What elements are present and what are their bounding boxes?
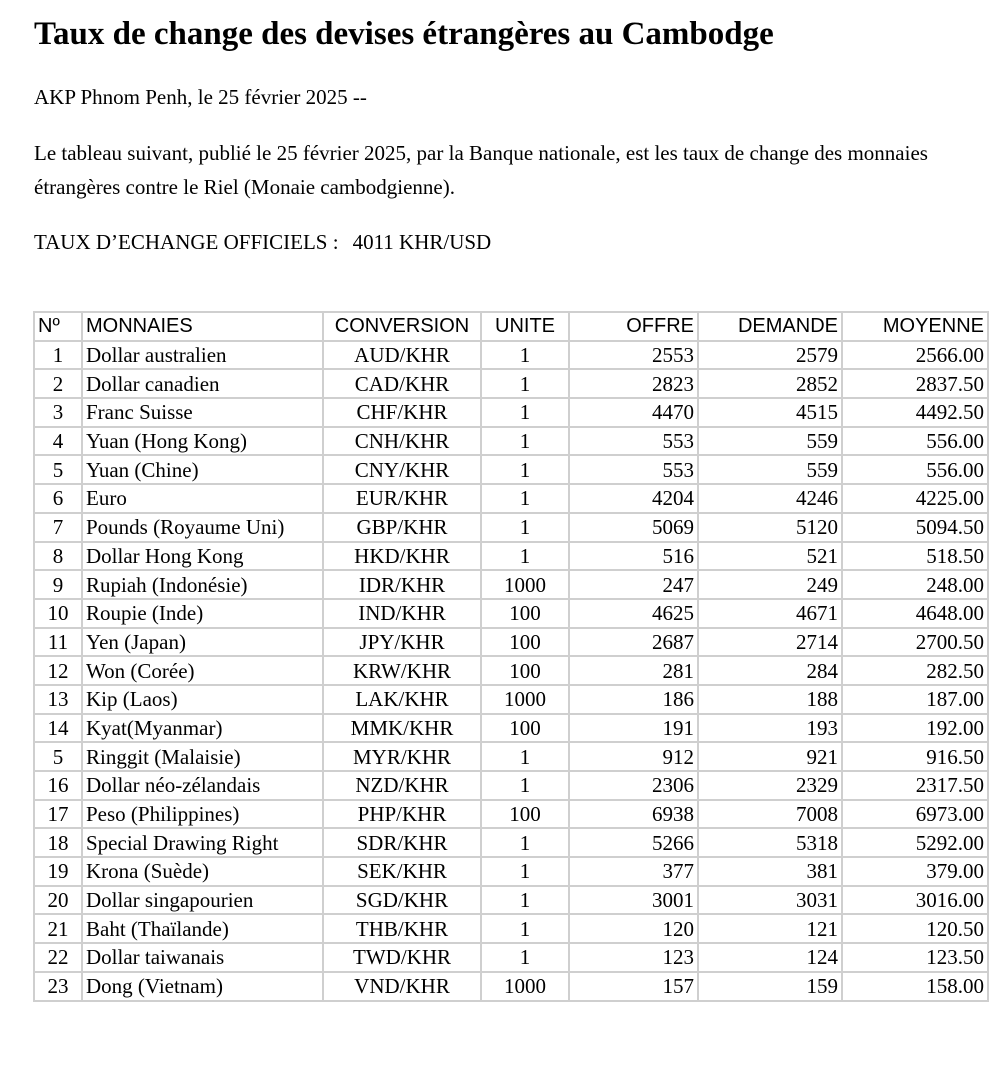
cell-average: 192.00: [842, 714, 988, 743]
cell-demand: 159: [698, 972, 842, 1001]
cell-currency: Kyat(Myanmar): [82, 714, 323, 743]
cell-conversion: VND/KHR: [323, 972, 481, 1001]
cell-conversion: SGD/KHR: [323, 886, 481, 915]
cell-number: 8: [34, 542, 82, 571]
cell-offer: 5266: [569, 828, 698, 857]
table-row: [34, 886, 988, 915]
cell-conversion: PHP/KHR: [323, 800, 481, 829]
official-rate-label: TAUX D’ECHANGE OFFICIELS :: [34, 230, 339, 254]
cell-demand: 2714: [698, 628, 842, 657]
cell-currency: Yuan (Hong Kong): [82, 427, 323, 456]
cell-offer: 157: [569, 972, 698, 1001]
cell-currency: Baht (Thaïlande): [82, 914, 323, 943]
cell-currency: Won (Corée): [82, 656, 323, 685]
cell-unit: 1: [481, 914, 569, 943]
cell-average: 5094.50: [842, 513, 988, 542]
cell-unit: 1: [481, 369, 569, 398]
cell-offer: 186: [569, 685, 698, 714]
cell-unit: 100: [481, 656, 569, 685]
table-row: [34, 771, 988, 800]
cell-unit: 1: [481, 484, 569, 513]
cell-average: 187.00: [842, 685, 988, 714]
table-row: [34, 341, 988, 370]
cell-average: 123.50: [842, 943, 988, 972]
cell-offer: 516: [569, 542, 698, 571]
cell-conversion: IND/KHR: [323, 599, 481, 628]
cell-offer: 553: [569, 455, 698, 484]
cell-conversion: CNY/KHR: [323, 455, 481, 484]
cell-unit: 1: [481, 542, 569, 571]
cell-demand: 2852: [698, 369, 842, 398]
cell-demand: 5120: [698, 513, 842, 542]
cell-currency: Yuan (Chine): [82, 455, 323, 484]
table-row: [34, 628, 988, 657]
cell-offer: 4470: [569, 398, 698, 427]
cell-currency: Dollar Hong Kong: [82, 542, 323, 571]
cell-conversion: MYR/KHR: [323, 742, 481, 771]
cell-demand: 4515: [698, 398, 842, 427]
header-conversion: CONVERSION: [323, 312, 481, 341]
cell-currency: Roupie (Inde): [82, 599, 323, 628]
header-currency: MONNAIES: [82, 312, 323, 341]
official-rate-line: [34, 227, 491, 257]
cell-offer: 5069: [569, 513, 698, 542]
cell-currency: Krona (Suède): [82, 857, 323, 886]
cell-demand: 559: [698, 427, 842, 456]
cell-offer: 247: [569, 570, 698, 599]
cell-offer: 377: [569, 857, 698, 886]
cell-conversion: THB/KHR: [323, 914, 481, 943]
cell-demand: 7008: [698, 800, 842, 829]
cell-number: 4: [34, 427, 82, 456]
cell-offer: 4625: [569, 599, 698, 628]
cell-number: 17: [34, 800, 82, 829]
cell-average: 6973.00: [842, 800, 988, 829]
cell-number: 9: [34, 570, 82, 599]
cell-number: 5: [34, 742, 82, 771]
cell-demand: 2329: [698, 771, 842, 800]
cell-number: 22: [34, 943, 82, 972]
table-row: [34, 398, 988, 427]
cell-offer: 123: [569, 943, 698, 972]
cell-unit: 1: [481, 886, 569, 915]
cell-number: 5: [34, 455, 82, 484]
cell-average: 4225.00: [842, 484, 988, 513]
cell-number: 20: [34, 886, 82, 915]
cell-conversion: NZD/KHR: [323, 771, 481, 800]
cell-unit: 1: [481, 455, 569, 484]
cell-offer: 2823: [569, 369, 698, 398]
cell-conversion: CNH/KHR: [323, 427, 481, 456]
cell-currency: Peso (Philippines): [82, 800, 323, 829]
cell-number: 11: [34, 628, 82, 657]
cell-currency: Ringgit (Malaisie): [82, 742, 323, 771]
cell-unit: 1: [481, 828, 569, 857]
cell-average: 248.00: [842, 570, 988, 599]
table-row: [34, 656, 988, 685]
cell-unit: 1: [481, 341, 569, 370]
table-row: [34, 369, 988, 398]
cell-number: 23: [34, 972, 82, 1001]
cell-unit: 1000: [481, 570, 569, 599]
cell-demand: 188: [698, 685, 842, 714]
cell-number: 21: [34, 914, 82, 943]
cell-number: 3: [34, 398, 82, 427]
cell-average: 518.50: [842, 542, 988, 571]
official-rate-value: 4011 KHR/USD: [352, 230, 492, 254]
cell-number: 1: [34, 341, 82, 370]
table-row: [34, 972, 988, 1001]
cell-average: 120.50: [842, 914, 988, 943]
cell-average: 379.00: [842, 857, 988, 886]
cell-average: 916.50: [842, 742, 988, 771]
header-number: Nº: [34, 312, 82, 341]
cell-number: 2: [34, 369, 82, 398]
cell-conversion: SEK/KHR: [323, 857, 481, 886]
table-row: [34, 542, 988, 571]
cell-unit: 1: [481, 427, 569, 456]
cell-conversion: JPY/KHR: [323, 628, 481, 657]
table-row: [34, 685, 988, 714]
cell-demand: 193: [698, 714, 842, 743]
cell-demand: 2579: [698, 341, 842, 370]
cell-conversion: CAD/KHR: [323, 369, 481, 398]
cell-currency: Dollar singapourien: [82, 886, 323, 915]
cell-demand: 521: [698, 542, 842, 571]
table-row: [34, 914, 988, 943]
cell-demand: 3031: [698, 886, 842, 915]
cell-conversion: KRW/KHR: [323, 656, 481, 685]
cell-unit: 1: [481, 398, 569, 427]
cell-unit: 1: [481, 742, 569, 771]
cell-number: 19: [34, 857, 82, 886]
cell-demand: 4671: [698, 599, 842, 628]
cell-number: 12: [34, 656, 82, 685]
cell-demand: 559: [698, 455, 842, 484]
cell-offer: 2553: [569, 341, 698, 370]
cell-number: 14: [34, 714, 82, 743]
table-row: [34, 714, 988, 743]
cell-demand: 5318: [698, 828, 842, 857]
exchange-rate-table: [33, 311, 989, 1002]
table-row: [34, 828, 988, 857]
cell-average: 556.00: [842, 455, 988, 484]
cell-unit: 1: [481, 943, 569, 972]
table-row: [34, 455, 988, 484]
cell-currency: Kip (Laos): [82, 685, 323, 714]
table-row: [34, 484, 988, 513]
cell-unit: 100: [481, 599, 569, 628]
cell-conversion: GBP/KHR: [323, 513, 481, 542]
cell-average: 2317.50: [842, 771, 988, 800]
dateline: AKP Phnom Penh, le 25 février 2025 --: [34, 85, 367, 109]
table-row: [34, 570, 988, 599]
cell-unit: 1: [481, 771, 569, 800]
cell-demand: 4246: [698, 484, 842, 513]
cell-currency: Franc Suisse: [82, 398, 323, 427]
cell-unit: 100: [481, 628, 569, 657]
header-demand: DEMANDE: [698, 312, 842, 341]
cell-currency: Dollar canadien: [82, 369, 323, 398]
cell-demand: 921: [698, 742, 842, 771]
cell-conversion: TWD/KHR: [323, 943, 481, 972]
cell-currency: Euro: [82, 484, 323, 513]
table-row: [34, 943, 988, 972]
cell-number: 16: [34, 771, 82, 800]
cell-demand: 284: [698, 656, 842, 685]
cell-number: 18: [34, 828, 82, 857]
table-row: [34, 857, 988, 886]
cell-conversion: IDR/KHR: [323, 570, 481, 599]
cell-unit: 100: [481, 714, 569, 743]
table-row: [34, 513, 988, 542]
cell-average: 2700.50: [842, 628, 988, 657]
cell-unit: 1000: [481, 972, 569, 1001]
cell-demand: 124: [698, 943, 842, 972]
cell-conversion: EUR/KHR: [323, 484, 481, 513]
cell-offer: 4204: [569, 484, 698, 513]
cell-offer: 120: [569, 914, 698, 943]
cell-demand: 249: [698, 570, 842, 599]
cell-average: 282.50: [842, 656, 988, 685]
cell-currency: Yen (Japan): [82, 628, 323, 657]
cell-unit: 1000: [481, 685, 569, 714]
cell-number: 10: [34, 599, 82, 628]
cell-average: 2837.50: [842, 369, 988, 398]
cell-offer: 281: [569, 656, 698, 685]
table-row: [34, 427, 988, 456]
cell-offer: 912: [569, 742, 698, 771]
cell-currency: Dong (Vietnam): [82, 972, 323, 1001]
cell-unit: 1: [481, 513, 569, 542]
cell-offer: 2306: [569, 771, 698, 800]
cell-unit: 1: [481, 857, 569, 886]
cell-average: 3016.00: [842, 886, 988, 915]
cell-conversion: MMK/KHR: [323, 714, 481, 743]
cell-offer: 6938: [569, 800, 698, 829]
intro-paragraph: Le tableau suivant, publié le 25 février 2025, par la Banque nationale, est les taux de change des monnaies étrangères contre le Riel (Monaie cambodgienne).: [34, 141, 928, 199]
cell-unit: 100: [481, 800, 569, 829]
header-average: MOYENNE: [842, 312, 988, 341]
cell-conversion: HKD/KHR: [323, 542, 481, 571]
cell-conversion: AUD/KHR: [323, 341, 481, 370]
cell-average: 4492.50: [842, 398, 988, 427]
cell-offer: 553: [569, 427, 698, 456]
table-header-row: [34, 312, 988, 341]
cell-offer: 191: [569, 714, 698, 743]
cell-conversion: SDR/KHR: [323, 828, 481, 857]
cell-currency: Dollar taiwanais: [82, 943, 323, 972]
cell-number: 7: [34, 513, 82, 542]
cell-currency: Pounds (Royaume Uni): [82, 513, 323, 542]
header-offer: OFFRE: [569, 312, 698, 341]
cell-demand: 121: [698, 914, 842, 943]
header-unit: UNITE: [481, 312, 569, 341]
cell-offer: 3001: [569, 886, 698, 915]
cell-conversion: CHF/KHR: [323, 398, 481, 427]
cell-average: 5292.00: [842, 828, 988, 857]
table-row: [34, 800, 988, 829]
table-row: [34, 742, 988, 771]
cell-currency: Rupiah (Indonésie): [82, 570, 323, 599]
cell-average: 2566.00: [842, 341, 988, 370]
cell-currency: Dollar australien: [82, 341, 323, 370]
cell-average: 158.00: [842, 972, 988, 1001]
cell-currency: Dollar néo-zélandais: [82, 771, 323, 800]
cell-offer: 2687: [569, 628, 698, 657]
page-title: Taux de change des devises étrangères au Cambodge: [34, 16, 774, 52]
table-row: [34, 599, 988, 628]
cell-average: 4648.00: [842, 599, 988, 628]
cell-average: 556.00: [842, 427, 988, 456]
cell-demand: 381: [698, 857, 842, 886]
cell-conversion: LAK/KHR: [323, 685, 481, 714]
cell-number: 6: [34, 484, 82, 513]
cell-number: 13: [34, 685, 82, 714]
cell-currency: Special Drawing Right: [82, 828, 323, 857]
